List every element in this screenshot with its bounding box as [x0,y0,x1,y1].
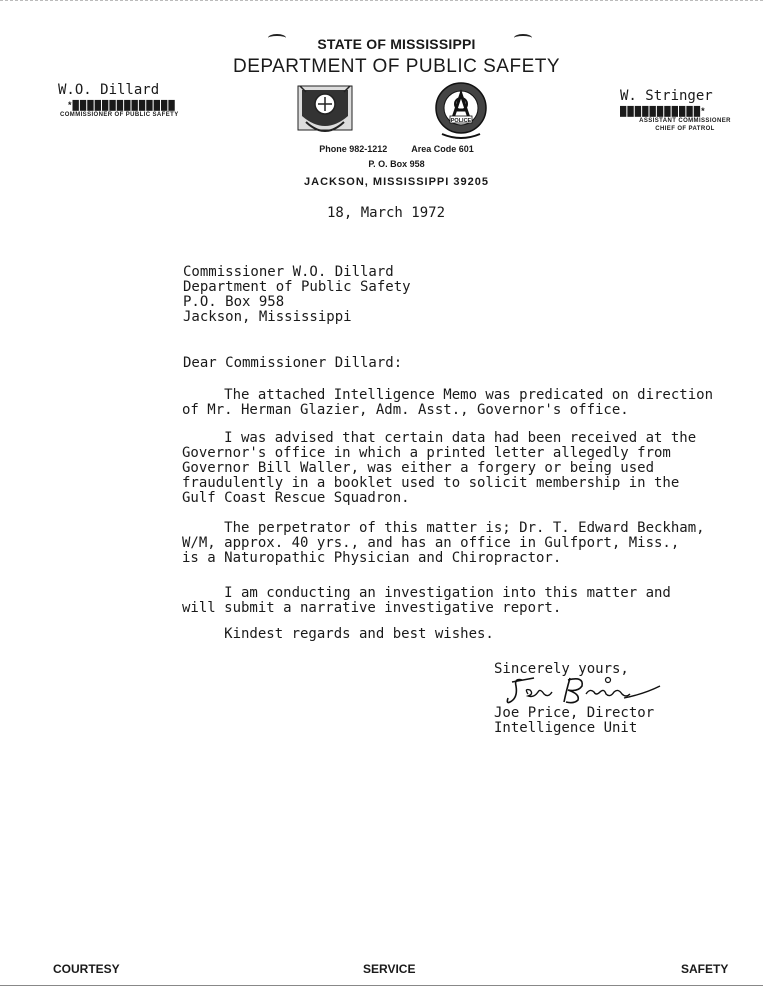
top-border [0,0,763,4]
left-official-title: COMMISSIONER OF PUBLIC SAFETY [60,112,179,118]
body-paragraph-5: Kindest regards and best wishes. [182,626,494,642]
letterhead-city: JACKSON, MISSISSIPPI 39205 [304,176,489,188]
letterhead-state: STATE OF MISSISSIPPI [317,36,476,52]
state-seal-icon [296,82,354,140]
signer-unit: Intelligence Unit [494,720,638,736]
letterhead-area-code: Area Code 601 [411,144,474,154]
badge-label: POLICE [450,118,472,124]
signer-block [494,706,654,736]
handwritten-signature [504,672,664,708]
letterhead-phone-row [0,144,763,154]
right-official-title-1: ASSISTANT COMMISSIONER [639,118,731,124]
recipient-line: P.O. Box 958 [183,294,285,310]
salutation: Dear Commissioner Dillard: [183,355,403,371]
right-official-redaction: ███████████* [620,106,706,116]
signer-name: Joe Price, Director [494,705,655,721]
left-official-redaction: *██████████████ [68,100,176,110]
footer-courtesy: COURTESY [53,962,120,976]
footer-safety: SAFETY [681,962,729,976]
recipient-line: Department of Public Safety [183,279,411,295]
body-paragraph-4: I am conducting an investigation into this matter and will submit a narrative investigative report. [182,585,671,616]
body-paragraph-3: The perpetrator of this matter is; Dr. T. Edward Beckham, W/M, approx. 40 yrs., and has an office in Gulfport, Miss., is a Naturopathic Physician and Chiropractor. [182,520,705,566]
letterhead-department: DEPARTMENT OF PUBLIC SAFETY [232,56,561,77]
footer-service: SERVICE [363,962,416,976]
letter-date: 18, March 1972 [327,205,446,221]
body-paragraph-2: I was advised that certain data had been received at the Governor's office in which a printed letter allegedly from Governor Bill Waller, was either a forgery or being used fraudulently in a booklet used to solicit membership in the Gulf Coast Rescue Squadron. [182,430,697,506]
left-official-block [58,82,218,118]
police-badge-icon [432,82,490,142]
right-official-name: W. Stringer [620,88,713,104]
closing: Sincerely yours, [494,661,629,677]
footer-rule [0,985,763,986]
body-paragraph-1: The attached Intelligence Memo was predicated on direction of Mr. Herman Glazier, Adm. Asst., Governor's office. [182,387,714,418]
right-official-title-2: CHIEF OF PATROL [655,126,715,132]
letterhead-phone: Phone 982-1212 [319,144,388,154]
right-official-block [620,88,750,132]
recipient-line: Jackson, Mississippi [183,309,352,325]
left-official-name: W.O. Dillard [58,82,160,98]
letterhead-po-box: P. O. Box 958 [368,159,425,169]
recipient-line: Commissioner W.O. Dillard [183,264,394,280]
recipient-address [183,265,411,325]
